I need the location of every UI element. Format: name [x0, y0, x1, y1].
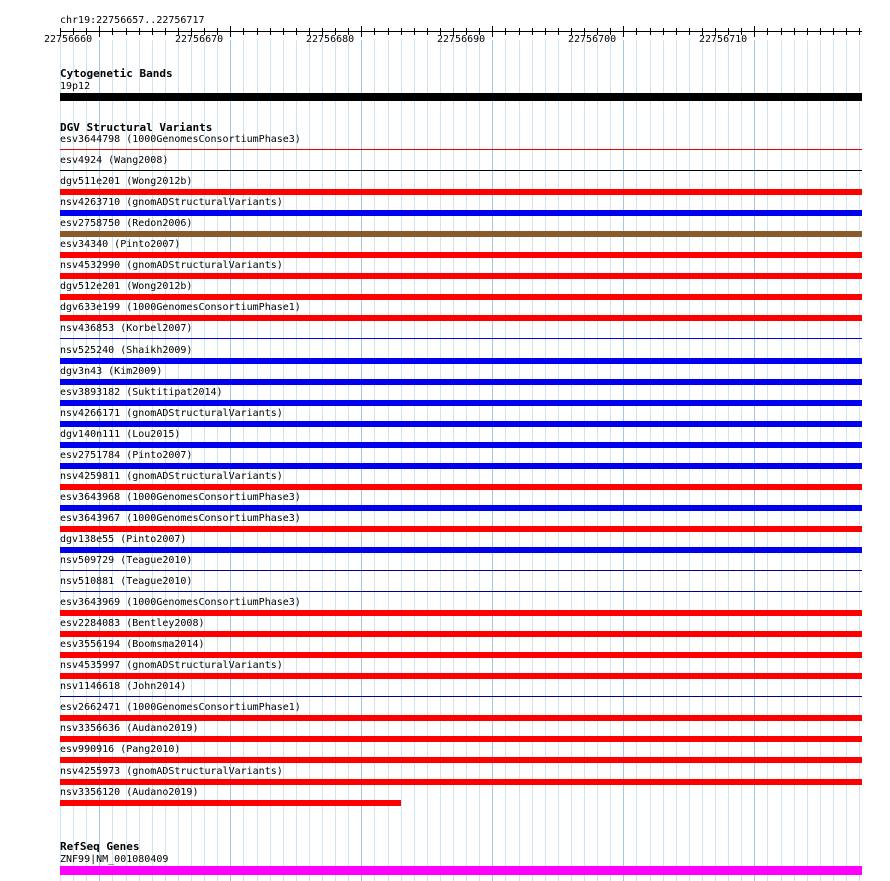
location-label: chr19:22756657..22756717 — [60, 15, 205, 26]
ruler-tick-label: 22756670 — [175, 34, 224, 45]
ruler-tick-label: 22756700 — [568, 34, 617, 45]
dgv-feature-bar[interactable] — [60, 610, 862, 616]
dgv-feature-bar[interactable] — [60, 591, 862, 592]
dgv-feature-bar[interactable] — [60, 673, 862, 679]
dgv-feature-label: nsv4535997 (gnomADStructuralVariants) — [60, 660, 283, 671]
dgv-feature-label: dgv512e201 (Wong2012b) — [60, 281, 193, 292]
dgv-feature-label: esv2662471 (1000GenomesConsortiumPhase1) — [60, 702, 301, 713]
dgv-feature-label: nsv509729 (Teague2010) — [60, 555, 193, 566]
dgv-feature-label: esv3644798 (1000GenomesConsortiumPhase3) — [60, 134, 301, 145]
dgv-feature-bar[interactable] — [60, 526, 862, 532]
dgv-feature-label: esv3556194 (Boomsma2014) — [60, 639, 205, 650]
dgv-feature-label: esv3643968 (1000GenomesConsortiumPhase3) — [60, 492, 301, 503]
dgv-feature-label: nsv525240 (Shaikh2009) — [60, 345, 193, 356]
dgv-feature-label: esv3643967 (1000GenomesConsortiumPhase3) — [60, 513, 301, 524]
dgv-feature-bar[interactable] — [60, 696, 862, 697]
dgv-feature-bar[interactable] — [60, 189, 862, 195]
dgv-feature-label: esv3893182 (Suktitipat2014) — [60, 387, 223, 398]
dgv-feature-bar[interactable] — [60, 252, 862, 258]
dgv-feature-label: esv2758750 (Redon2006) — [60, 218, 193, 229]
dgv-feature-label: dgv511e201 (Wong2012b) — [60, 176, 193, 187]
dgv-feature-bar[interactable] — [60, 338, 862, 339]
dgv-feature-bar[interactable] — [60, 149, 862, 150]
dgv-feature-label: dgv633e199 (1000GenomesConsortiumPhase1) — [60, 302, 301, 313]
cytoband-label: 19p12 — [60, 81, 91, 92]
dgv-feature-label: esv3643969 (1000GenomesConsortiumPhase3) — [60, 597, 301, 608]
cytoband-bar[interactable] — [60, 93, 862, 101]
dgv-feature-label: esv990916 (Pang2010) — [60, 744, 181, 755]
dgv-feature-label: nsv3356120 (Audano2019) — [60, 787, 199, 798]
dgv-feature-bar[interactable] — [60, 631, 862, 637]
dgv-feature-label: nsv4255973 (gnomADStructuralVariants) — [60, 766, 283, 777]
dgv-feature-bar[interactable] — [60, 294, 862, 300]
dgv-feature-label: nsv436853 (Korbel2007) — [60, 323, 193, 334]
dgv-feature-bar[interactable] — [60, 231, 862, 237]
dgv-feature-label: esv4924 (Wang2008) — [60, 155, 169, 166]
dgv-feature-bar[interactable] — [60, 505, 862, 511]
dgv-feature-label: dgv3n43 (Kim2009) — [60, 366, 163, 377]
dgv-feature-bar[interactable] — [60, 210, 862, 216]
dgv-feature-label: nsv510881 (Teague2010) — [60, 576, 193, 587]
dgv-feature-label: nsv4532990 (gnomADStructuralVariants) — [60, 260, 283, 271]
refseq-gene-bar[interactable] — [60, 866, 862, 875]
track-title-cytobands: Cytogenetic Bands — [60, 67, 173, 80]
dgv-feature-bar[interactable] — [60, 463, 862, 469]
dgv-feature-label: nsv4266171 (gnomADStructuralVariants) — [60, 408, 283, 419]
dgv-feature-bar[interactable] — [60, 273, 862, 279]
dgv-feature-label: nsv4259811 (gnomADStructuralVariants) — [60, 471, 283, 482]
dgv-feature-label: dgv140n111 (Lou2015) — [60, 429, 181, 440]
dgv-feature-bar[interactable] — [60, 652, 862, 658]
dgv-feature-bar[interactable] — [60, 170, 862, 171]
dgv-feature-bar[interactable] — [60, 315, 862, 321]
dgv-feature-bar[interactable] — [60, 779, 862, 785]
dgv-feature-label: dgv138e55 (Pinto2007) — [60, 534, 187, 545]
dgv-feature-bar[interactable] — [60, 800, 401, 806]
ruler-tick-label: 22756660 — [44, 34, 93, 45]
dgv-feature-bar[interactable] — [60, 358, 862, 364]
dgv-feature-label: nsv3356636 (Audano2019) — [60, 723, 199, 734]
dgv-feature-bar[interactable] — [60, 484, 862, 490]
dgv-feature-bar[interactable] — [60, 379, 862, 385]
ruler-tick-label: 22756710 — [699, 34, 748, 45]
refseq-gene-label: ZNF99|NM_001080409 — [60, 854, 169, 865]
track-title-refseq: RefSeq Genes — [60, 840, 140, 853]
dgv-feature-bar[interactable] — [60, 400, 862, 406]
dgv-feature-label: nsv1146618 (John2014) — [60, 681, 187, 692]
ruler-tick-label: 22756680 — [306, 34, 355, 45]
dgv-feature-bar[interactable] — [60, 715, 862, 721]
dgv-feature-bar[interactable] — [60, 757, 862, 763]
dgv-feature-label: esv34340 (Pinto2007) — [60, 239, 181, 250]
dgv-feature-bar[interactable] — [60, 570, 862, 571]
dgv-feature-bar[interactable] — [60, 736, 862, 742]
dgv-feature-bar[interactable] — [60, 421, 862, 427]
dgv-feature-label: esv2751784 (Pinto2007) — [60, 450, 193, 461]
dgv-feature-label: esv2284083 (Bentley2008) — [60, 618, 205, 629]
dgv-feature-bar[interactable] — [60, 442, 862, 448]
ruler-tick-label: 22756690 — [437, 34, 486, 45]
track-title-dgv: DGV Structural Variants — [60, 121, 213, 134]
dgv-feature-label: nsv4263710 (gnomADStructuralVariants) — [60, 197, 283, 208]
dgv-feature-bar[interactable] — [60, 547, 862, 553]
